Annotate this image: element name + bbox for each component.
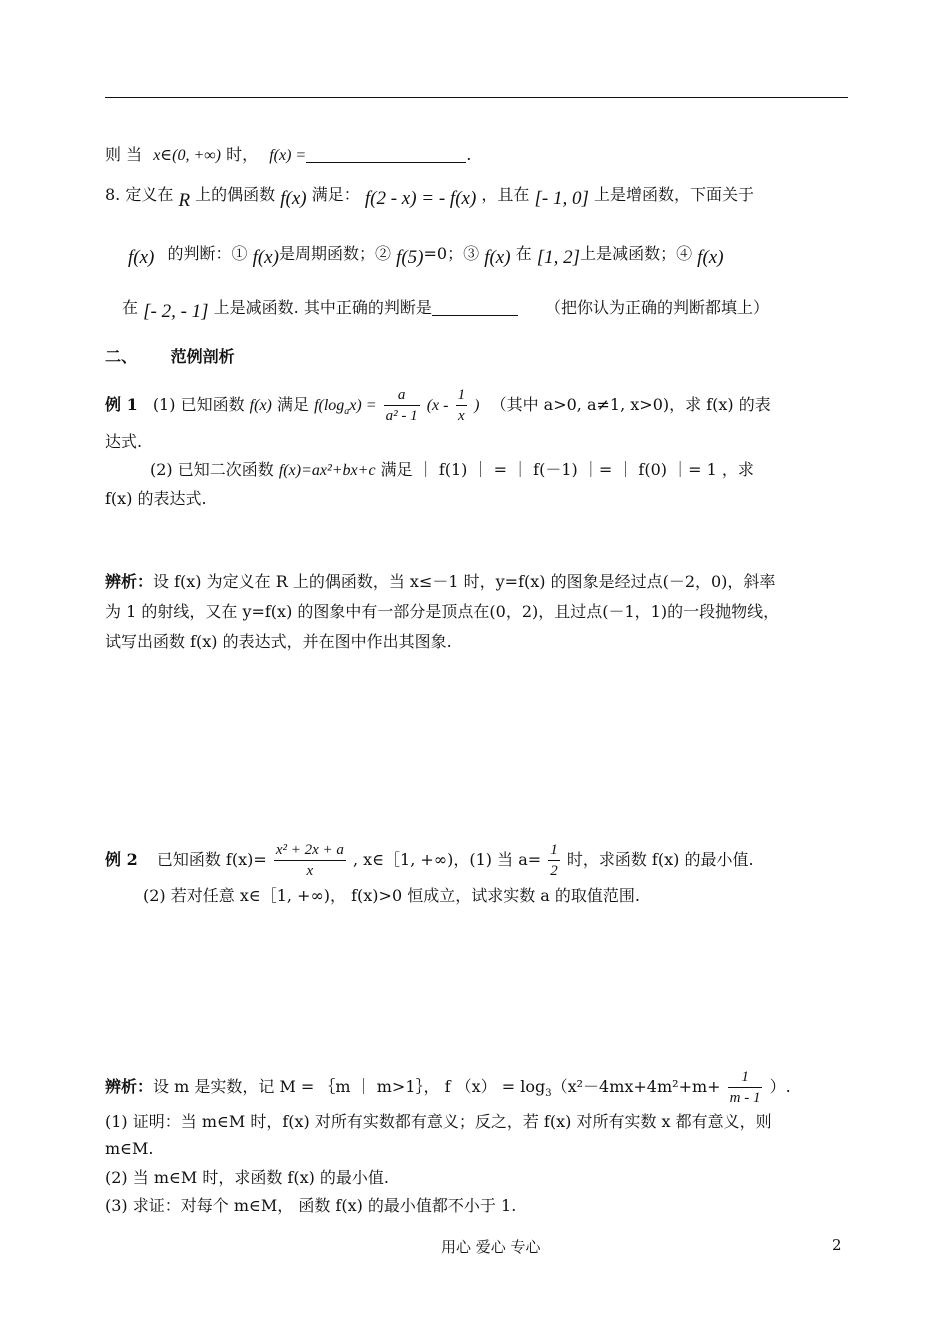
ex1-line-1-wrap: 达式. — [105, 432, 143, 451]
section-number: 二、 — [105, 347, 138, 366]
ex1-text: 满足 ｜ f(1) ｜ = ｜ f(－1) ｜= ｜ f(0) ｜= 1 ，求 — [380, 460, 754, 479]
page-number: 2 — [832, 1236, 842, 1254]
q8-text: ，且在 — [481, 185, 530, 204]
ana1-label: 辨析： — [105, 572, 154, 591]
ana2-log-base: 3 — [545, 1088, 552, 1100]
fraction-numerator: 1 — [728, 1067, 763, 1088]
q8-text: =0；③ — [423, 244, 480, 263]
q8-interval: [- 1, 0] — [534, 188, 589, 209]
ex1-text: 满足 — [276, 395, 309, 414]
q8-fx: f(x) — [252, 247, 279, 268]
ex1-fx: f(x) — [249, 397, 272, 414]
ex2-label: 例 2 — [105, 850, 138, 869]
ana2-line-1 — [105, 1067, 791, 1108]
q8-line-3 — [122, 296, 769, 324]
q8-text: 在 — [122, 298, 139, 317]
fill-prefix: 则 当 — [105, 145, 143, 164]
ex1-log-base: a — [344, 406, 350, 418]
section-title: 范例剖析 — [170, 347, 235, 366]
fraction-numerator: 1 — [456, 385, 468, 406]
ex1-text: （其中 a>0, a≠1, x>0)，求 f(x) 的表 — [490, 395, 771, 414]
ex1-fraction-2 — [456, 385, 468, 426]
ana2-line-2: (1) 证明：当 m∈M 时，f(x) 对所有实数都有意义；反之，若 f(x) 对所有实数 x 都有意义，则 — [105, 1112, 772, 1131]
fill-suffix: . — [466, 145, 472, 164]
q8-text: 上是减函数. 其中正确的判断是 — [213, 298, 432, 317]
q8-text: （把你认为正确的判断都填上） — [544, 298, 769, 317]
ana2-fraction — [728, 1067, 763, 1108]
q8-interval: [- 2, - 1] — [143, 301, 209, 322]
answer-blank[interactable] — [432, 297, 518, 316]
fill-in-line — [105, 143, 471, 168]
ex1-lhs: f(log — [314, 397, 345, 414]
ana2-text: ）. — [769, 1077, 791, 1096]
ana1-line-2: 为 1 的射线，又在 y=f(x) 的图象中有一部分是顶点在(0，2)，且过点(－1，1)的一段抛物线， — [105, 602, 780, 621]
q8-f5: f(5) — [396, 247, 424, 268]
q8-text: 上是增函数，下面关于 — [593, 185, 754, 204]
ana2-text: 设 m 是实数，记 M = ｛m ｜ m>1｝， f （x） = log — [153, 1077, 546, 1096]
ex1-label: 例 1 — [105, 395, 138, 414]
fill-domain: x∈(0, +∞) — [153, 147, 221, 164]
fill-mid: 时， — [226, 145, 259, 164]
footer-motto: 用心 爱心 专心 — [441, 1238, 541, 1256]
ana1-line-1 — [105, 570, 775, 594]
ex1-paren: ) — [474, 397, 480, 414]
fraction-denominator: a² - 1 — [385, 408, 418, 424]
q8-fx: f(x) — [484, 247, 511, 268]
fraction-denominator: x — [457, 408, 465, 424]
ex1-text: (2) 已知二次函数 — [150, 460, 274, 479]
q8-fx: f(x) — [128, 247, 155, 268]
ex1-line-1 — [105, 385, 771, 426]
q8-fx: f(x) — [280, 188, 307, 209]
q8-fx: f(x) — [697, 247, 724, 268]
q8-text: 上的偶函数 — [195, 185, 276, 204]
ana1-line-3: 试写出函数 f(x) 的表达式，并在图中作出其图象. — [105, 632, 452, 651]
ex2-line-2 — [143, 884, 640, 908]
ana2-line-3: m∈M. — [105, 1139, 154, 1158]
q8-text: 的判断：① — [167, 244, 248, 263]
q8-line-1 — [105, 183, 754, 213]
header-rule — [105, 97, 848, 98]
ex2-text: , x∈［1, +∞)，(1) 当 a= — [353, 850, 542, 869]
ana1-text: 设 f(x) 为定义在 R 上的偶函数，当 x≤－1 时，y=f(x) 的图象是经过点(－2，0)，斜率 — [153, 572, 776, 591]
ex2-fraction — [274, 840, 346, 881]
ex1-text: (1) 已知函数 — [152, 395, 245, 414]
q8-interval: [1, 2] — [536, 247, 581, 268]
ex2-line-1 — [105, 840, 754, 881]
q8-text: 上是减函数；④ — [580, 244, 693, 263]
fraction-numerator: a — [384, 385, 420, 406]
fraction-denominator: x — [306, 863, 314, 879]
fraction-denominator: m - 1 — [729, 1090, 761, 1106]
ex1-paren: (x - — [426, 397, 449, 414]
fraction-numerator: x² + 2x + a — [274, 840, 346, 861]
ana2-label: 辨析： — [105, 1077, 154, 1096]
q8-text: 在 — [515, 244, 532, 263]
ex2-text: (2) 若对任意 x∈［1, +∞)， f(x)>0 恒成立，试求实数 a 的取值范围. — [143, 886, 641, 905]
q8-R: R — [178, 190, 191, 211]
ex1-lhs: x) = — [349, 397, 377, 414]
ex2-text: 已知函数 f(x)= — [156, 850, 267, 869]
section-heading — [105, 345, 235, 369]
ex1-line-2 — [150, 458, 754, 483]
fill-fx: f(x) = — [269, 147, 307, 164]
q8-text: 是周期函数；② — [278, 244, 391, 263]
q8-equation: f(2 - x) = - f(x) — [364, 188, 477, 209]
q8-line-2 — [128, 242, 724, 270]
ana2-line-4: (2) 当 m∈M 时，求函数 f(x) 的最小值. — [105, 1168, 390, 1187]
ex1-fraction — [384, 385, 420, 426]
fraction-numerator: 1 — [548, 840, 560, 861]
q8-text: 8. 定义在 — [105, 185, 174, 204]
ex1-line-2-wrap: f(x) 的表达式. — [105, 489, 207, 508]
ana2-line-5: (3) 求证：对每个 m∈M， 函数 f(x) 的最小值都不小于 1. — [105, 1196, 517, 1215]
ex2-half — [548, 840, 560, 881]
ana2-text: （x²－4mx+4m²+m+ — [551, 1077, 721, 1096]
fraction-denominator: 2 — [550, 863, 558, 879]
answer-blank[interactable] — [306, 144, 466, 163]
q8-text: 满足： — [311, 185, 360, 204]
ex1-quadratic: f(x)=ax²+bx+c — [278, 462, 376, 479]
ex2-text: 时，求函数 f(x) 的最小值. — [566, 850, 754, 869]
